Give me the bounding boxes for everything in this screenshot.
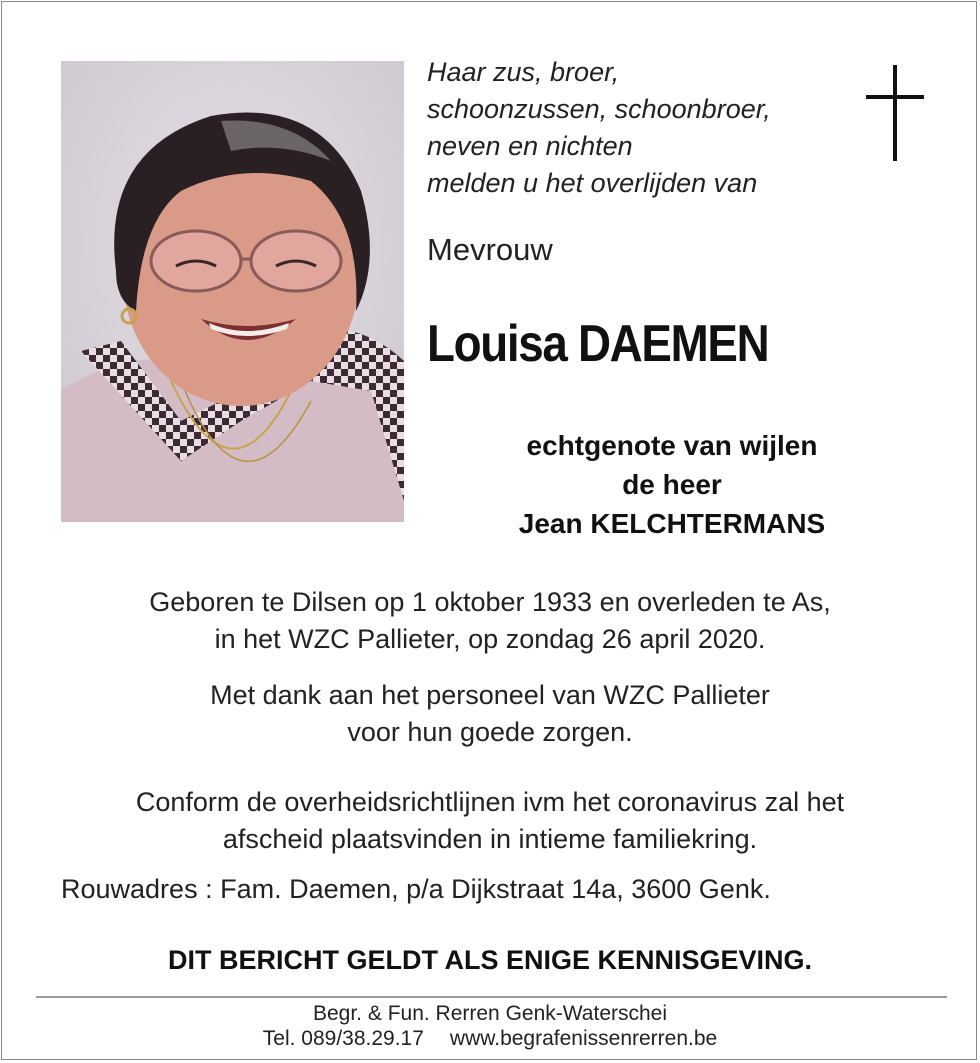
cross-icon: [866, 65, 924, 161]
intro-line: melden u het overlijden van: [427, 168, 758, 198]
birth-line: in het WZC Pallieter, op zondag 26 april 2020.: [214, 624, 766, 654]
spouse-line: echtgenote van wijlen: [526, 430, 818, 461]
corona-notice: [2, 784, 978, 858]
obituary-card: [1, 1, 977, 1060]
intro-line: neven en nichten: [427, 131, 633, 161]
official-notice: DIT BERICHT GELDT ALS ENIGE KENNISGEVING.: [167, 945, 813, 975]
thanks-line: Met dank aan het personeel van WZC Pallieter: [210, 680, 770, 710]
footer: [2, 1001, 978, 1051]
spouse-line: de heer: [622, 469, 722, 500]
intro-text: [427, 54, 771, 202]
corona-line: afscheid plaatsvinden in intieme familiekring.: [222, 824, 758, 854]
spouse-info: [412, 426, 932, 543]
thanks-text: [2, 677, 978, 751]
intro-line: Haar zus, broer,: [427, 57, 620, 87]
funeral-home-name: Begr. & Fun. Rerren Genk-Waterschei: [312, 1002, 668, 1025]
thanks-line: voor hun goede zorgen.: [347, 717, 633, 747]
footer-divider: [36, 996, 947, 998]
corona-line: Conform de overheidsrichtlijnen ivm het coronavirus zal het: [135, 787, 845, 817]
portrait-photo: [61, 61, 404, 522]
deceased-name: Louisa DAEMEN: [427, 315, 769, 373]
birth-line: Geboren te Dilsen op 1 oktober 1933 en overleden te As,: [149, 587, 831, 617]
honorific: Mevrouw: [427, 232, 553, 267]
mourning-address: Rouwadres : Fam. Daemen, p/a Dijkstraat 14a, 3600 Genk.: [61, 874, 771, 904]
funeral-home-website: www.begrafenissenrerren.be: [449, 1027, 718, 1050]
spouse-line: Jean KELCHTERMANS: [518, 508, 826, 539]
birth-death-info: [2, 584, 978, 658]
funeral-home-phone: Tel. 089/38.29.17: [262, 1027, 424, 1050]
intro-line: schoonzussen, schoonbroer,: [427, 94, 771, 124]
